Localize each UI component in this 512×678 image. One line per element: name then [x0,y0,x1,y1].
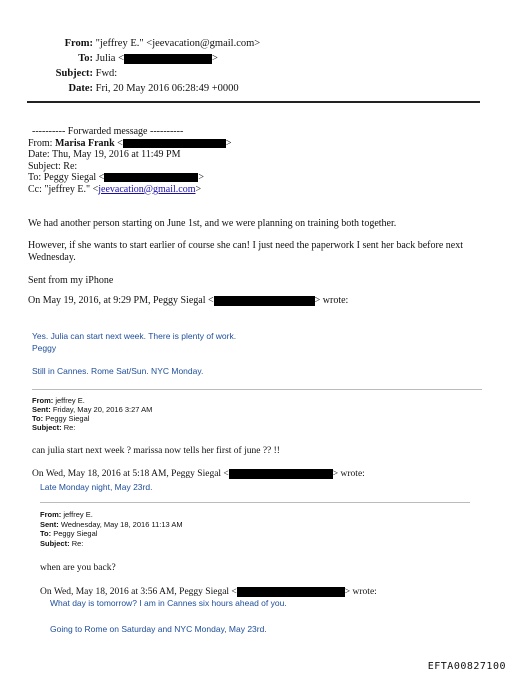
msg3-from-value: jeffrey E. [63,510,93,519]
forwarded-to-row [28,172,231,184]
header-from-row [20,36,260,51]
msg3-to-label: To: [40,529,52,538]
msg2-from-value: jeffrey E. [55,396,85,405]
cc-email-link[interactable]: jeevacation@gmail.com [98,183,196,195]
header-subject-label: Subject: [55,68,93,79]
peggy-reply-1-line-1: Yes. Julia can start next week. There is plenty of work. [32,331,237,341]
quote-line-1 [28,295,348,306]
header-subject-row [20,66,260,81]
redaction-box [237,587,345,597]
header-date-label: Date: [68,83,93,94]
msg3-quote-start: On Wed, May 18, 2016 at 3:56 AM, Peggy Siegal < [40,587,237,598]
quote-line-1-end: > wrote: [314,295,349,306]
message-2-header [32,396,152,432]
forwarded-cc-prefix: Cc: "jeffrey E." < [28,183,99,195]
header-to-label: To: [78,53,93,64]
forwarded-to: To: Peggy Siegal < [28,172,105,183]
forwarded-to-end: > [198,172,204,183]
msg2-quote-end: > wrote: [332,469,365,480]
header-to-tail: > [212,53,218,64]
msg2-subject-row [32,423,152,432]
msg3-quote-end: > wrote: [344,587,377,598]
forwarded-subject: Subject: Re: [28,160,78,172]
msg2-subject-value: Re: [63,423,76,432]
peggy-reply-1-line-2: Peggy [32,343,57,353]
email-header [20,36,260,96]
msg2-to-value: Peggy Siegal [45,414,90,423]
header-date-value: Fri, 20 May 2016 06:28:49 +0000 [95,83,239,94]
msg2-from-label: From: [32,396,54,405]
msg3-quote [40,587,377,597]
msg3-to-row [40,529,183,539]
msg2-to-label: To: [32,414,44,423]
msg2-to-row [32,414,152,423]
redaction-box [123,139,226,148]
redaction-box [124,54,212,64]
body-signature: Sent from my iPhone [28,275,114,286]
msg2-subject-label: Subject: [32,423,62,432]
forwarded-from-row [28,138,231,150]
forwarded-from-end: > [225,137,232,149]
redaction-box [214,296,315,306]
forwarded-from-prefix: From: [28,137,55,149]
msg2-quote-start: On Wed, May 18, 2016 at 5:18 AM, Peggy Siegal < [32,469,229,480]
header-divider [27,101,480,103]
msg3-reply-2: Going to Rome on Saturday and NYC Monday, May 23rd. [50,624,267,634]
message-divider [40,502,470,503]
msg3-reply-1: What day is tomorrow? I am in Cannes six hours ahead of you. [50,598,287,608]
forwarded-cc-row [28,184,231,196]
msg2-reply: Late Monday night, May 23rd. [40,482,153,492]
body-paragraph-2-line-2: Wednesday. [28,252,76,263]
msg3-subject-value: Re: [71,538,84,548]
peggy-reply-1-line-3: Still in Cannes. Rome Sat/Sun. NYC Monday. [32,366,204,376]
msg3-sent-row [40,520,183,530]
forwarded-from-name: Marisa Frank [54,137,115,149]
msg2-quote [32,469,365,479]
body-paragraph-2 [28,240,463,264]
header-to-value: Julia < [95,53,125,64]
header-from-value: "jeffrey E." <jeevacation@gmail.com> [95,38,261,49]
quote-line-1-start: On May 19, 2016, at 9:29 PM, Peggy Siegal < [28,295,214,306]
forwarded-from-tail: < [114,137,123,149]
header-subject-value: Fwd: [95,68,118,79]
redaction-box [104,173,198,182]
body-paragraph-2-line-1: However, if she wants to start earlier of course she can! I just need the paperwork I sent her back before next [28,240,463,251]
message-3-header [40,510,183,548]
peggy-reply-1 [32,330,236,354]
msg2-from-row [32,396,152,405]
msg3-to-value: Peggy Siegal [53,529,98,538]
msg3-sent-label: Sent: [40,519,59,529]
body-paragraph-1: We had another person starting on June 1st, and we were planning on training both together. [28,218,397,229]
msg2-body: can julia start next week ? marissa now tells her first of june ?? !! [32,446,280,456]
forwarded-header [28,126,231,195]
msg3-sent-value: Wednesday, May 18, 2016 11:13 AM [60,519,183,529]
header-from-label: From: [64,38,93,49]
forwarded-date: Date: Thu, May 19, 2016 at 11:49 PM [28,149,181,160]
msg2-sent-row [32,405,152,414]
forwarded-banner: ---------- Forwarded message ---------- [32,126,184,137]
msg3-from-row [40,510,183,520]
redaction-box [229,469,333,479]
header-to-row [20,51,260,66]
msg3-from-label: From: [40,510,62,519]
forwarded-cc-end: > [195,183,202,195]
msg2-sent-value: Friday, May 20, 2016 3:27 AM [52,405,153,414]
msg3-body: when are you back? [40,563,116,573]
msg3-subject-row [40,539,183,549]
header-date-row [20,81,260,96]
document-id: EFTA00827100 [427,661,506,672]
message-divider [32,389,482,390]
msg3-subject-label: Subject: [40,538,70,548]
msg2-sent-label: Sent: [32,405,51,414]
